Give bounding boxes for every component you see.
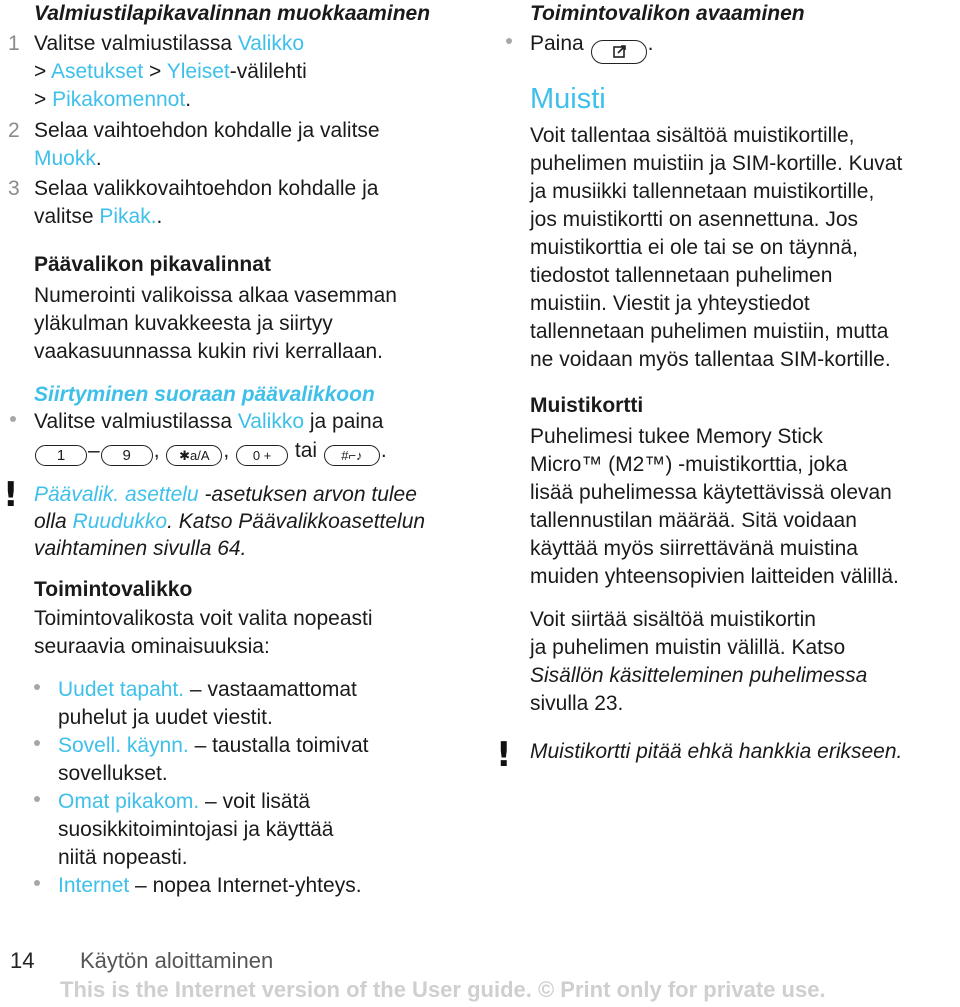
main-menu-text-3: vaakasuunnassa kukin rivi kerrallaan. (34, 340, 384, 363)
bullet-icon (506, 38, 512, 44)
memory-text-9: ne voidaan myös tallentaa SIM-kortille. (530, 348, 891, 371)
heading-main-menu-shortcuts: Päävalikon pikavalinnat (34, 253, 271, 276)
open-options-line: Paina . (530, 30, 653, 64)
link-sovell-kaynn[interactable]: Sovell. käynn. (58, 734, 189, 757)
move-text-1: Voit siirtää sisältöä muistikortin (530, 608, 816, 631)
note-2: Muistikortti pitää ehkä hankkia erikseen. (530, 740, 903, 763)
direct-line-2-keys: 1 – 9 , ✱a/A , 0 + tai #⌐♪ . (34, 437, 387, 466)
option-item: Internet – nopea Internet-yhteys. (58, 874, 362, 897)
move-text-4: sivulla 23. (530, 692, 624, 715)
link-yleiset[interactable]: Yleiset (166, 60, 230, 83)
card-text-6: muiden yhteensopivien laitteiden välillä. (530, 565, 899, 588)
step-number: 1 (8, 32, 20, 55)
options-key-icon (591, 40, 647, 64)
note-1-line-1: Päävalik. asettelu -asetuksen arvon tulee (34, 483, 417, 506)
card-text-3: lisää puhelimessa käytettävissä olevan (530, 481, 892, 504)
option-item-cont: suosikkitoimintojasi ja käyttää (58, 818, 334, 841)
memory-text-1: Voit tallentaa sisältöä muistikortille, (530, 124, 855, 147)
heading-direct-main-menu: Siirtyminen suoraan päävalikkoon (34, 383, 375, 406)
option-item: Omat pikakom. – voit lisätä (58, 790, 311, 813)
link-pikakomennot[interactable]: Pikakomennot (52, 88, 186, 111)
bullet-icon (34, 740, 40, 746)
link-valikko-2[interactable]: Valikko (237, 410, 304, 433)
memory-text-2: puhelimen muistiin ja SIM-kortille. Kuvat (530, 152, 903, 175)
link-paavalik-asettelu[interactable]: Päävalik. asettelu (34, 483, 199, 506)
key-1-icon: 1 (35, 445, 87, 466)
heading-open-options-menu: Toimintovalikon avaaminen (530, 2, 805, 25)
step-2-line-2: Muokk. (34, 147, 102, 170)
option-item-cont: sovellukset. (58, 762, 168, 785)
main-menu-text-2: yläkulman kuvakkeesta ja siirtyy (34, 312, 333, 335)
step-2-line-1: Selaa vaihtoehdon kohdalle ja valitse (34, 119, 380, 142)
step-1-line-2: > Asetukset > Yleiset-välilehti (34, 60, 307, 83)
key-hash-icon: #⌐♪ (324, 445, 380, 466)
link-muokk[interactable]: Muokk (34, 147, 96, 170)
heading-shortcut-edit: Valmiustilapikavalinnan muokkaaminen (34, 2, 431, 25)
step-number: 3 (8, 177, 20, 200)
bullet-icon (34, 880, 40, 886)
key-9-icon: 9 (101, 445, 153, 466)
options-text-1: Toimintovalikosta voit valita nopeasti (34, 607, 373, 630)
memory-text-6: tiedostot tallennetaan puhelimen (530, 264, 833, 287)
option-item-cont: niitä nopeasti. (58, 846, 188, 869)
card-text-5: käyttää myös siirrettävänä muistina (530, 537, 858, 560)
direct-line-1: Valitse valmiustilassa Valikko ja paina (34, 410, 384, 433)
memory-text-7: muistiin. Viestit ja yhteystiedot (530, 292, 810, 315)
link-uudet-tapaht[interactable]: Uudet tapaht. (58, 678, 185, 701)
note-1-line-3: vaihtaminen sivulla 64. (34, 537, 247, 560)
card-text-4: tallennustilan määrää. Sitä voidaan (530, 509, 857, 532)
heading-memory-card: Muistikortti (530, 394, 644, 417)
bullet-icon (34, 684, 40, 690)
watermark: This is the Internet version of the User guide. © Print only for private use. (60, 977, 826, 1002)
card-text-1: Puhelimesi tukee Memory Stick (530, 425, 823, 448)
step-3-line-2: valitse Pikak.. (34, 205, 163, 228)
options-text-2: seuraavia ominaisuuksia: (34, 635, 270, 658)
link-omat-pikakom[interactable]: Omat pikakom. (58, 790, 200, 813)
bullet-icon (34, 796, 40, 802)
step-number: 2 (8, 119, 20, 142)
move-text-link[interactable]: Sisällön käsitteleminen puhelimessa (530, 664, 868, 687)
heading-options-menu: Toimintovalikko (34, 578, 193, 601)
page-number: 14 (10, 948, 35, 973)
link-internet[interactable]: Internet (58, 874, 130, 897)
move-text-2: ja puhelimen muistin välillä. Katso (530, 636, 846, 659)
bullet-icon (10, 416, 16, 422)
note-1-line-2: olla Ruudukko. Katso Päävalikkoasettelun (34, 510, 426, 533)
memory-text-8: tallennetaan puhelimen muistiin, mutta (530, 320, 889, 343)
option-item: Sovell. käynn. – taustalla toimivat (58, 734, 369, 757)
step-3-line-1: Selaa valikkovaihtoehdon kohdalle ja (34, 177, 379, 200)
link-pikak[interactable]: Pikak. (99, 205, 157, 228)
card-text-2: Micro™ (M2™) -muistikorttia, joka (530, 453, 848, 476)
link-valikko[interactable]: Valikko (237, 32, 304, 55)
heading-memory: Muisti (530, 83, 606, 115)
option-item: Uudet tapaht. – vastaamattomat (58, 678, 357, 701)
memory-text-5: muistikorttia ei ole tai se on täynnä, (530, 236, 859, 259)
warning-icon: ! (496, 735, 512, 775)
option-item-cont: puhelut ja uudet viestit. (58, 706, 273, 729)
link-ruudukko[interactable]: Ruudukko (72, 510, 168, 533)
step-1-line-1: Valitse valmiustilassa Valikko (34, 32, 304, 55)
key-star-icon: ✱a/A (166, 445, 222, 466)
key-0-icon: 0 + (236, 445, 288, 466)
main-menu-text-1: Numerointi valikoissa alkaa vasemman (34, 284, 397, 307)
warning-icon: ! (3, 475, 19, 515)
memory-text-3: ja musiikki tallennetaan muistikortille, (530, 180, 875, 203)
memory-text-4: jos muistikortti on asennettuna. Jos (530, 208, 859, 231)
link-asetukset[interactable]: Asetukset (50, 60, 144, 83)
step-1-line-3: > Pikakomennot. (34, 88, 192, 111)
section-title: Käytön aloittaminen (80, 948, 274, 973)
